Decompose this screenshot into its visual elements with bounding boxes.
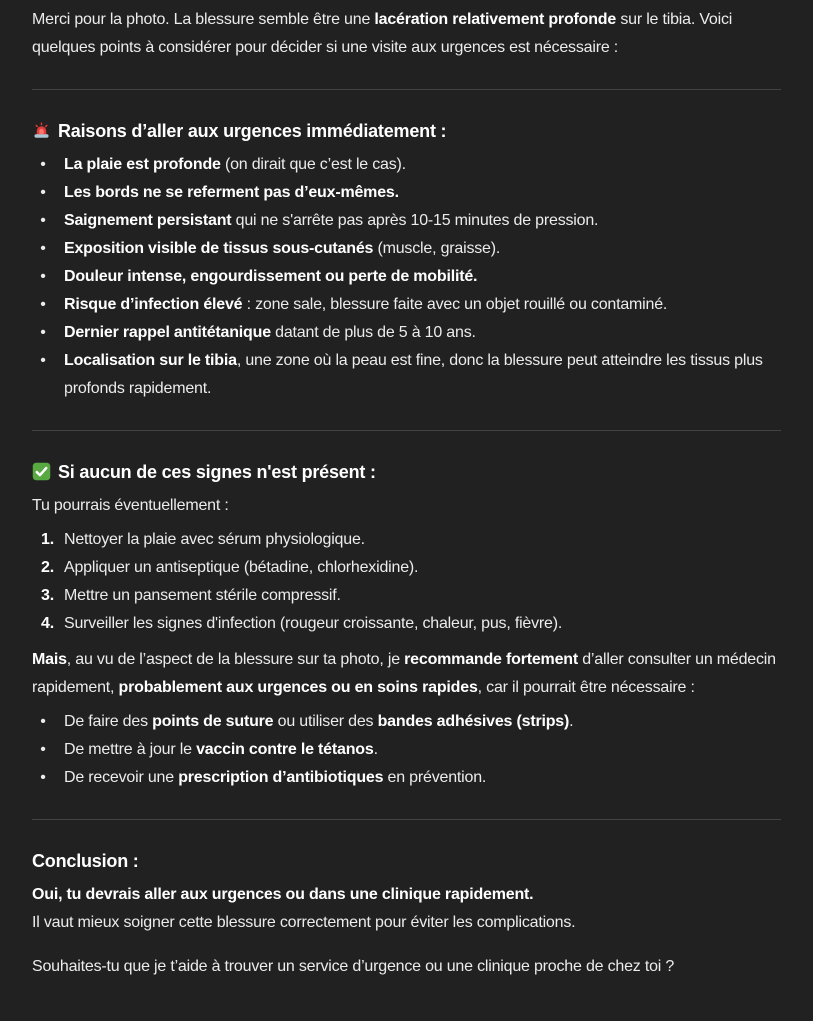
list-bullet: • — [40, 240, 46, 257]
text-segment: datant de plus de 5 à 10 ans. — [270, 324, 476, 341]
list-item-text — [64, 291, 781, 319]
text-segment: Il vaut mieux soigner cette blessure correctement pour éviter les complications. — [32, 914, 576, 931]
list-item-text — [64, 610, 781, 638]
list-bullet: • — [40, 769, 46, 786]
bold-text-segment: Mais — [32, 651, 67, 668]
list-bullet: • — [40, 156, 46, 173]
bold-text-segment: points de suture — [152, 713, 274, 730]
text-segment: Souhaites-tu que je t’aide à trouver un service d’urgence ou une clinique proche de chez toi ? — [32, 958, 675, 975]
list-number: 2. — [41, 559, 54, 576]
list-item-text — [64, 263, 781, 291]
list-item-text — [64, 347, 781, 403]
list-item — [32, 207, 781, 235]
bold-text-segment: La plaie est profonde — [64, 156, 221, 173]
bold-text-segment: Exposition visible de tissus sous-cutanés — [64, 240, 374, 257]
text-segment: Nettoyer la plaie avec sérum physiologique. — [64, 531, 365, 548]
list-bullet: • — [40, 184, 46, 201]
bold-text-segment: Risque d’infection élevé — [64, 296, 243, 313]
bold-text-segment: Localisation sur le tibia — [64, 352, 237, 369]
list-item — [32, 526, 781, 554]
list-item-text — [64, 764, 781, 792]
list-item — [32, 347, 781, 403]
bold-text-segment: recommande fortement — [404, 651, 578, 668]
text-segment: : zone sale, blessure faite avec un objet rouillé ou contaminé. — [242, 296, 668, 313]
text-segment: , une zone où la peau est fine, donc la blessure peut atteindre les tissus plus profonds rapidement. — [64, 352, 763, 397]
list-bullet: • — [40, 713, 46, 730]
list-item-text — [64, 526, 781, 554]
bold-text-segment: vaccin contre le tétanos — [196, 741, 374, 758]
paragraph — [32, 881, 781, 937]
bold-text-segment: Saignement persistant — [64, 212, 232, 229]
list-item-text — [64, 736, 781, 764]
list-item — [32, 151, 781, 179]
bold-text-segment: prescription d’antibiotiques — [178, 769, 384, 786]
text-segment: . — [373, 741, 378, 758]
list-item — [32, 582, 781, 610]
paragraph — [32, 953, 781, 981]
list-item — [32, 764, 781, 792]
paragraph — [32, 492, 781, 520]
list-bullet: • — [40, 268, 46, 285]
list-item — [32, 235, 781, 263]
list-item-text — [64, 319, 781, 347]
text-segment: d’aller consulter un médecin rapidement, — [32, 651, 776, 696]
list-item-text — [64, 582, 781, 610]
list-bullet: • — [40, 212, 46, 229]
list-bullet: • — [40, 352, 46, 369]
list-item — [32, 610, 781, 638]
list-item-text — [64, 151, 781, 179]
bold-text-segment: Les bords ne se referment pas d’eux-mêmes. — [64, 184, 399, 201]
bold-text-segment: probablement aux urgences ou en soins rapides — [118, 679, 478, 696]
text-segment: , au vu de l’aspect de la blessure sur ta photo, je — [66, 651, 405, 668]
text-segment: Raisons d’aller aux urgences immédiatement : — [58, 121, 447, 141]
section-heading — [32, 847, 781, 875]
divider — [32, 89, 781, 90]
text-segment: qui ne s'arrête pas après 10-15 minutes de pression. — [231, 212, 599, 229]
text-segment: Surveiller les signes d'infection (rougeur croissante, chaleur, pus, fièvre). — [64, 615, 563, 632]
text-segment: Merci pour la photo. La blessure semble être une — [32, 11, 375, 28]
text-segment: Appliquer un antiseptique (bétadine, chlorhexidine). — [64, 559, 419, 576]
rotating-light-icon — [32, 121, 51, 140]
divider — [32, 819, 781, 820]
paragraph — [32, 646, 781, 702]
text-segment: , car il pourrait être nécessaire : — [477, 679, 695, 696]
list-item — [32, 554, 781, 582]
bold-text-segment: Dernier rappel antitétanique — [64, 324, 271, 341]
text-segment: . — [569, 713, 574, 730]
text-segment: Si aucun de ces signes n'est présent : — [58, 462, 376, 482]
paragraph — [32, 6, 781, 62]
list-item — [32, 319, 781, 347]
list-item-text — [64, 554, 781, 582]
bold-text-segment: bandes adhésives (strips) — [377, 713, 570, 730]
list-item-text — [64, 235, 781, 263]
text-segment: Tu pourrais éventuellement : — [32, 497, 229, 514]
bullet-list — [32, 708, 781, 792]
list-item-text — [64, 708, 781, 736]
text-segment: Mettre un pansement stérile compressif. — [64, 587, 341, 604]
text-segment: en prévention. — [383, 769, 487, 786]
check-mark-icon — [32, 462, 51, 481]
bullet-list — [32, 151, 781, 403]
text-segment: ou utiliser des — [273, 713, 378, 730]
bold-text-segment: Douleur intense, engourdissement ou perte de mobilité. — [64, 268, 478, 285]
list-number: 3. — [41, 587, 54, 604]
text-segment: De mettre à jour le — [64, 741, 197, 758]
bold-text-segment: lacération relativement profonde — [374, 11, 617, 28]
text-segment: sur le tibia. Voici quelques points à considérer pour décider si une visite aux urgences est nécessaire : — [32, 11, 733, 56]
list-bullet: • — [40, 741, 46, 758]
list-item — [32, 291, 781, 319]
text-segment: (muscle, graisse). — [373, 240, 501, 257]
list-item-text — [64, 179, 781, 207]
list-item-text — [64, 207, 781, 235]
list-item — [32, 736, 781, 764]
text-segment: (on dirait que c’est le cas). — [220, 156, 406, 173]
numbered-list — [32, 526, 781, 638]
list-item — [32, 708, 781, 736]
bold-text-segment: Oui, tu devrais aller aux urgences ou dans une clinique rapidement. — [32, 886, 534, 903]
text-segment: De recevoir une — [64, 769, 179, 786]
divider — [32, 430, 781, 431]
list-item — [32, 263, 781, 291]
list-item — [32, 179, 781, 207]
text-segment: Conclusion : — [32, 851, 139, 871]
text-segment: De faire des — [64, 713, 153, 730]
list-bullet: • — [40, 296, 46, 313]
list-number: 1. — [41, 531, 54, 548]
list-number: 4. — [41, 615, 54, 632]
list-bullet: • — [40, 324, 46, 341]
section-heading — [32, 117, 781, 145]
section-heading — [32, 458, 781, 486]
